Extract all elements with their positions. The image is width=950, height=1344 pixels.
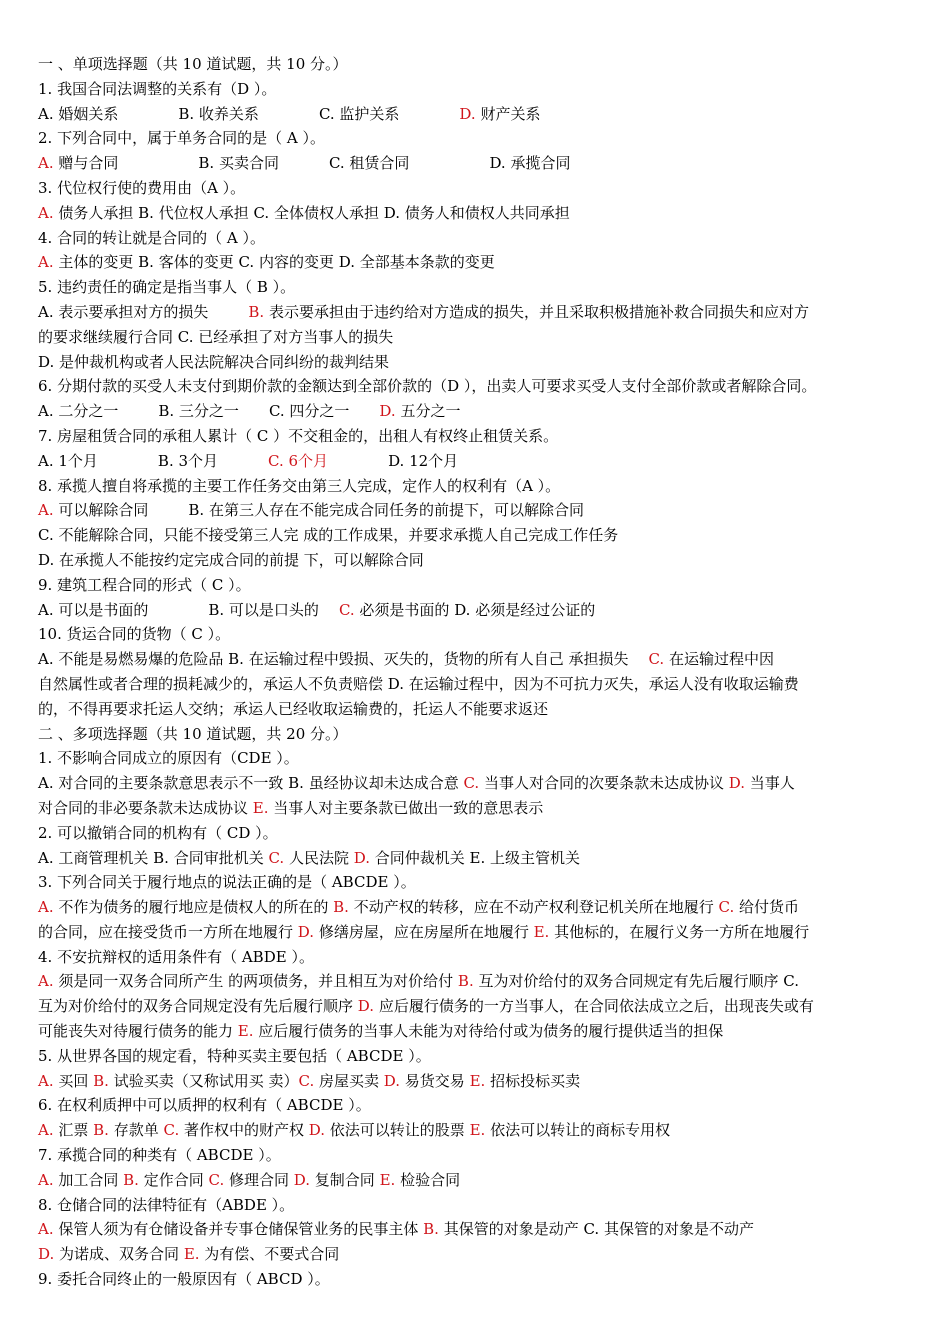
text-line — [38, 374, 918, 399]
text-segment: 应后履行债务的当事人未能为对待给付或为债务的履行提供适当的担保 — [253, 1022, 724, 1041]
text-segment: 2. 下列合同中，属于单务合同的是（ A ）。 — [38, 129, 325, 148]
text-segment: 1. 不影响合同成立的原因有（CDE ）。 — [38, 749, 299, 768]
text-line — [38, 424, 918, 449]
text-segment: 主体的变更 B. 客体的变更 C. 内容的变更 D. 全部基本条款的变更 — [53, 253, 495, 272]
answer-option-marker: C. — [298, 1071, 315, 1090]
text-segment: 可能丧失对待履行债务的能力 — [38, 1022, 238, 1041]
answer-option-marker: B. — [93, 1071, 109, 1090]
answer-option-marker: B. — [123, 1170, 139, 1189]
text-line — [38, 846, 918, 871]
text-segment: 一 、单项选择题（共 10 道试题，共 10 分。） — [38, 55, 348, 73]
text-line — [38, 325, 918, 350]
text-segment: 汇票 — [53, 1121, 94, 1140]
answer-option-marker: E. — [469, 1121, 486, 1140]
text-segment: 人民法院 — [284, 848, 354, 867]
text-segment: 二 、多项选择题（共 10 道试题，共 20 分。） — [38, 724, 348, 743]
text-segment: 5. 违约责任的确定是指当事人（ B ）。 — [38, 278, 296, 297]
answer-option-marker: A. — [38, 1170, 54, 1189]
answer-option-marker: D. — [293, 1170, 311, 1189]
text-segment: 7. 房屋租赁合同的承租人累计（ C ）不交租金的，出租人有权终止租赁关系。 — [38, 426, 559, 445]
text-line — [38, 1193, 918, 1218]
text-segment: 4. 不安抗辩权的适用条件有（ ABDE ）。 — [38, 947, 314, 966]
text-line — [38, 548, 918, 573]
answer-option-marker: B. — [457, 972, 474, 991]
answer-option-marker: C. — [463, 774, 480, 793]
text-line — [38, 300, 918, 325]
text-segment: 存款单 — [108, 1121, 164, 1140]
answer-option-marker: D. — [297, 922, 315, 941]
text-segment: A. 表示要承担对方的损失 — [38, 302, 209, 321]
text-segment: 在运输过程中因 — [664, 650, 774, 669]
text-segment: D. 是仲裁机构或者人民法院解决合同纠纷的裁判结果 — [38, 352, 390, 371]
answer-option-marker: A. — [38, 1220, 54, 1239]
text-segment: 五分之一 — [395, 402, 461, 421]
answer-option-marker: D. — [728, 774, 745, 793]
text-segment: B. 3个月 — [157, 451, 219, 470]
text-segment: 著作权中的财产权 — [179, 1121, 309, 1140]
text-segment: 8. 仓储合同的法律特征有（ABDE ）。 — [38, 1195, 295, 1214]
text-line — [38, 176, 918, 201]
text-segment: 2. 可以撤销合同的机构有（ CD ）。 — [38, 823, 278, 842]
text-segment: 检验合同 — [395, 1170, 461, 1189]
text-segment: 1. 我国合同法调整的关系有（D ）。 — [38, 79, 277, 98]
text-segment: 3. 代位权行使的费用由（A ）。 — [38, 178, 246, 197]
text-segment: C. 不能解除合同，只能不接受第三人完 成的工作成果，并要求承揽人自己完成工作任务 — [38, 526, 619, 545]
text-line — [38, 672, 918, 697]
text-line — [38, 1267, 918, 1292]
answer-option-marker: C. 6个月 — [268, 451, 329, 470]
answer-option-marker: A. — [38, 972, 54, 991]
text-segment: 的合同，应在接受货币一方所在地履行 — [38, 922, 298, 941]
text-segment: 必须是书面的 D. 必须是经过公证的 — [354, 600, 596, 619]
text-segment: A. 1个月 — [38, 451, 98, 470]
answer-option-marker: C. — [268, 848, 285, 867]
answer-option-marker: A. — [38, 1071, 54, 1090]
answer-option-marker: B. — [333, 898, 349, 917]
text-segment: 可以解除合同 — [53, 501, 149, 520]
text-line — [38, 697, 918, 722]
text-line — [38, 895, 918, 920]
text-segment: 当事人对主要条款已做出一致的意思表示 — [268, 798, 544, 817]
text-line — [38, 474, 918, 499]
answer-option-marker: E. — [237, 1022, 254, 1041]
text-line — [38, 945, 918, 970]
text-segment: 修缮房屋，应在房屋所在地履行 — [314, 922, 534, 941]
text-segment: A. 二分之一 — [38, 402, 119, 421]
answer-option-marker: A. — [38, 1121, 54, 1140]
answer-option-marker: D. — [379, 402, 396, 421]
text-segment: 修理合同 — [224, 1170, 294, 1189]
text-line — [38, 449, 918, 474]
text-segment: B. 收养关系 — [178, 104, 259, 123]
answer-option-marker: E. — [379, 1170, 396, 1189]
answer-option-marker: A. — [38, 501, 54, 520]
text-segment: A. 可以是书面的 — [38, 600, 149, 619]
text-segment: 定作合同 — [138, 1170, 209, 1189]
answer-option-marker: E. — [252, 798, 269, 817]
text-segment: 易货交易 — [400, 1071, 470, 1090]
text-line — [38, 126, 918, 151]
text-line — [38, 1168, 918, 1193]
text-segment: 房屋买卖 — [314, 1071, 384, 1090]
text-line — [38, 573, 918, 598]
text-segment: B. 买卖合同 — [198, 154, 279, 173]
text-segment: B. 可以是口头的 — [208, 600, 319, 619]
answer-option-marker: C. — [648, 650, 665, 669]
text-line — [38, 1217, 918, 1242]
text-line — [38, 523, 918, 548]
text-segment: A. 工商管理机关 B. 合同审批机关 — [38, 848, 269, 867]
text-line — [38, 1093, 918, 1118]
text-segment: 8. 承揽人擅自将承揽的主要工作任务交由第三人完成，定作人的权利有（A ）。 — [38, 476, 561, 495]
text-line — [38, 870, 918, 895]
text-segment: A. 对合同的主要条款意思表示不一致 B. 虽经协议却未达成合意 — [38, 774, 464, 793]
answer-option-marker: C. — [338, 600, 355, 619]
answer-option-marker: E. — [469, 1071, 486, 1090]
text-segment: 当事人对合同的次要条款未达成协议 — [479, 774, 729, 793]
text-segment: C. 四分之一 — [268, 402, 350, 421]
text-segment: 招标投标买卖 — [485, 1071, 581, 1090]
text-line — [38, 920, 918, 945]
text-line — [38, 102, 918, 127]
text-line — [38, 151, 918, 176]
answer-option-marker: B. — [423, 1220, 439, 1239]
text-line — [38, 746, 918, 771]
text-segment: 财产关系 — [475, 104, 541, 123]
text-line — [38, 771, 918, 796]
answer-option-marker: A. — [38, 154, 54, 173]
answer-option-marker: E. — [533, 922, 550, 941]
text-segment: B. 三分之一 — [158, 402, 239, 421]
text-segment: 6. 分期付款的买受人未支付到期价款的金额达到全部价款的（D ），出卖人可要求买受人支付全部价款或者解除合同。 — [38, 377, 817, 396]
text-segment: 其保管的对象是动产 C. 其保管的对象是不动产 — [438, 1220, 754, 1239]
text-segment: 7. 承揽合同的种类有（ ABCDE ）。 — [38, 1146, 281, 1165]
text-segment: 给付货币 — [734, 898, 799, 917]
text-segment: D. 在承揽人不能按约定完成合同的前提 下，可以解除合同 — [38, 550, 424, 569]
text-line — [38, 498, 918, 523]
text-line — [38, 1143, 918, 1168]
text-segment: C. 监护关系 — [318, 104, 400, 123]
text-segment: 合同仲裁机关 E. 上级主管机关 — [370, 848, 581, 867]
text-segment: C. 租赁合同 — [328, 154, 410, 173]
text-line — [38, 275, 918, 300]
text-segment: 试验买卖（又称试用买 卖） — [108, 1071, 299, 1090]
answer-option-marker: B. — [93, 1121, 109, 1140]
text-segment: D. 承揽合同 — [489, 154, 571, 173]
text-line — [38, 399, 918, 424]
text-segment: 债务人承担 B. 代位权人承担 C. 全体债权人承担 D. 债务人和债权人共同承担 — [53, 203, 570, 222]
text-segment: 须是同一双务合同所产生 的两项债务，并且相互为对价给付 — [53, 972, 458, 991]
text-segment: 为诺成、双务合同 — [54, 1245, 184, 1264]
text-segment: 依法可以转让的股票 — [325, 1121, 470, 1140]
answer-option-marker: E. — [183, 1245, 200, 1264]
text-line — [38, 250, 918, 275]
answer-option-marker: D. — [383, 1071, 401, 1090]
text-line — [38, 226, 918, 251]
answer-option-marker: D. — [357, 997, 375, 1016]
text-segment: 5. 从世界各国的规定看，特种买卖主要包括（ ABCDE ）。 — [38, 1046, 431, 1065]
text-segment: A. 婚姻关系 — [38, 104, 119, 123]
text-segment: B. 在第三人存在不能完成合同任务的前提下，可以解除合同 — [188, 501, 584, 520]
text-segment: 依法可以转让的商标专用权 — [485, 1121, 671, 1140]
text-segment: 应后履行债务的一方当事人，在合同依法成立之后，出现丧失或有 — [374, 997, 814, 1016]
text-segment: 买回 — [53, 1071, 94, 1090]
answer-option-marker: D. — [308, 1121, 326, 1140]
text-line — [38, 796, 918, 821]
answer-option-marker: A. — [38, 898, 54, 917]
text-line — [38, 1118, 918, 1143]
text-line — [38, 52, 918, 77]
text-segment: 赠与合同 — [53, 154, 119, 173]
text-segment: 6. 在权利质押中可以质押的权利有（ ABCDE ）。 — [38, 1096, 371, 1115]
text-line — [38, 1044, 918, 1069]
text-segment: 自然属性或者合理的损耗减少的，承运人不负责赔偿 D. 在运输过程中，因为不可抗力灭失，承运人没有收取运输费 — [38, 674, 799, 693]
answer-option-marker: A. — [38, 203, 54, 222]
text-line — [38, 77, 918, 102]
text-line — [38, 821, 918, 846]
text-segment: 当事人 — [745, 774, 795, 793]
text-segment: 9. 委托合同终止的一般原因有（ ABCD ）。 — [38, 1270, 330, 1289]
text-segment: 4. 合同的转让就是合同的（ A ）。 — [38, 228, 265, 247]
answer-option-marker: C. — [718, 898, 735, 917]
answer-option-marker: D. — [38, 1245, 55, 1264]
text-line — [38, 1069, 918, 1094]
text-segment: 对合同的非必要条款未达成协议 — [38, 798, 253, 817]
answer-option-marker: C. — [163, 1121, 180, 1140]
text-segment: A. 不能是易燃易爆的危险品 B. 在运输过程中毁损、灭失的，货物的所有人自己 承担损失 — [38, 650, 629, 669]
answer-option-marker: D. — [459, 104, 476, 123]
text-segment: 复制合同 — [310, 1170, 380, 1189]
text-segment: 不作为债务的履行地应是债权人的所在的 — [53, 898, 334, 917]
text-line — [38, 647, 918, 672]
text-line — [38, 722, 918, 747]
text-segment: 的要求继续履行合同 C. 已经承担了对方当事人的损失 — [38, 327, 394, 346]
answer-option-marker: D. — [353, 848, 370, 867]
text-segment: 10. 货运合同的货物（ C ）。 — [38, 625, 231, 644]
text-line — [38, 622, 918, 647]
text-segment: 其他标的，在履行义务一方所在地履行 — [549, 922, 810, 941]
text-line — [38, 1242, 918, 1267]
text-segment: 互为对价给付的双务合同规定没有先后履行顺序 — [38, 997, 358, 1016]
text-line — [38, 969, 918, 994]
text-segment: 表示要承担由于违约给对方造成的损失，并且采取积极措施补救合同损失和应对方 — [264, 302, 809, 321]
text-segment: 3. 下列合同关于履行地点的说法正确的是（ ABCDE ）。 — [38, 873, 416, 892]
text-line — [38, 598, 918, 623]
text-segment: 加工合同 — [53, 1170, 124, 1189]
answer-option-marker: B. — [248, 302, 265, 321]
text-line — [38, 350, 918, 375]
answer-option-marker: C. — [208, 1170, 225, 1189]
text-segment: 9. 建筑工程合同的形式（ C ）。 — [38, 575, 251, 594]
text-segment: 不动产权的转移，应在不动产权利登记机关所在地履行 — [348, 898, 719, 917]
text-segment: 互为对价给付的双务合同规定有先后履行顺序 C. — [473, 972, 799, 991]
text-segment: 保管人须为有仓储设备并专事仓储保管业务的民事主体 — [53, 1220, 424, 1239]
text-line — [38, 201, 918, 226]
text-segment: 为有偿、不要式合同 — [199, 1245, 340, 1264]
text-segment: D. 12个月 — [388, 451, 459, 470]
text-segment: 的，不得再要求托运人交纳；承运人已经收取运输费的，托运人不能要求返还 — [38, 699, 549, 718]
text-line — [38, 1019, 918, 1044]
text-line — [38, 994, 918, 1019]
answer-option-marker: A. — [38, 253, 54, 272]
exam-document — [38, 52, 918, 1292]
